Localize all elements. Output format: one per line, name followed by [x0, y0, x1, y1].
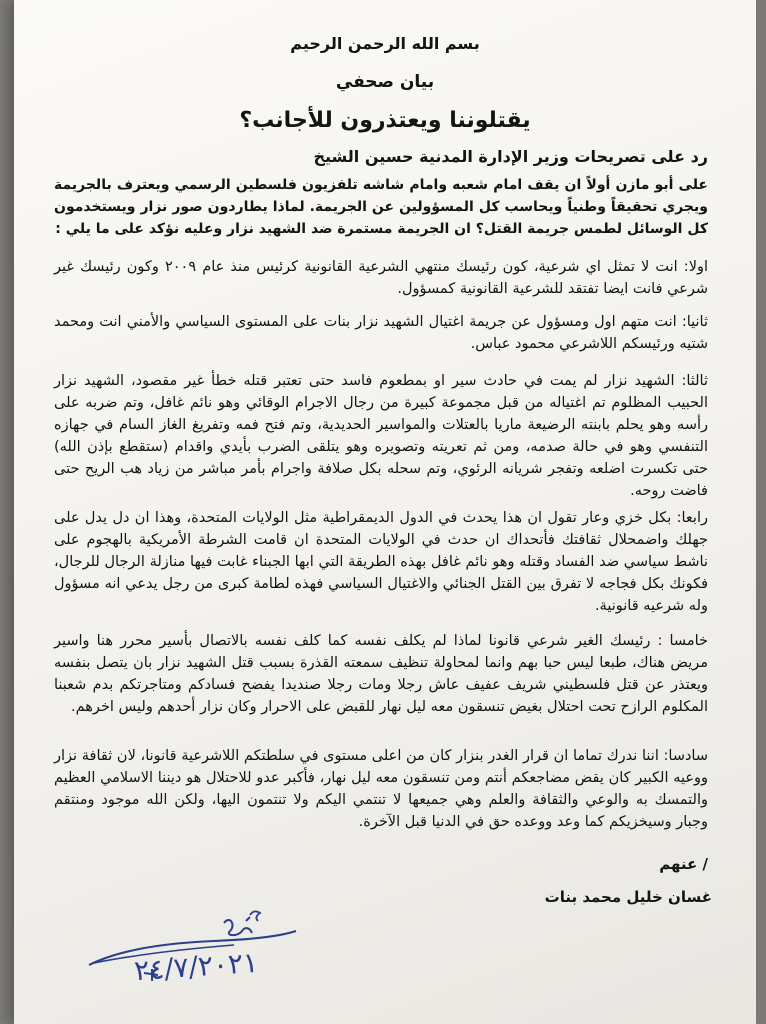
paragraph-first: اولا: انت لا تمثل اي شرعية، كون رئيسك منتهي الشرعية القانونية كرئيس منذ عام ٢٠٠٩ وكون رئيسك غير شرعي فانت ايضا تفتقد للشرعية القانونية كمسؤول.: [54, 259, 708, 297]
paragraph-second: ثانيا: انت متهم اول ومسؤول عن جريمة اغتيال الشهيد نزار بنات على المستوى السياسي والأمني انت ومحمد شتيه ورئيسكم اللاشرعي محمود عباس.: [54, 314, 708, 352]
reply-line: رد على تصريحات وزير الإدارة المدنية حسين الشيخ: [313, 147, 708, 166]
document-type: بيان صحفي: [335, 72, 435, 92]
signature-date: ٢٤/٧/٢٠٢١: [133, 945, 260, 988]
basmala: بسم الله الرحمن الرحيم: [290, 34, 480, 53]
intro-paragraph: على أبو مازن أولاً ان يقف امام شعبه وامام شاشه تلفزيون فلسطين الرسمي ويعترف بالجريمة ويجري تحقيقاً وطنياً ويحاسب كل المسؤولين عن الجريمة. لماذا يطاردون صور نزار ويستخدمون كل الوسائل لطمس جريمة القتل؟ ان الجريمة مستمرة ضد الشهيد نزار وعليه نؤكد على ما يلي :: [54, 177, 708, 237]
paragraph-fifth: خامسا : رئيسك الغير شرعي قانونا لماذا لم يكلف نفسه كما كلف نفسه بالاتصال بأسير محرر هنا واسير مريض هناك، طبعا ليس حبا بهم وانما لمحاولة تنظيف سمعته القذرة بسبب قتل الشهيد نزار بان يتصل بنفسه ويعتذر عن قتل فلسطيني شريف عفيف عاش رجلا ومات رجلا صنديدا يفضح فسادكم ومتاجرتكم بدم شعبنا المكلوم الرازح تحت احتلال بغيض تنسقون معه ليل نهار للقبض على الاحرار وكان نزار أحدهم وليس اخرهم.: [54, 633, 708, 715]
document-page: [14, 0, 756, 1024]
paragraph-third: ثالثا: الشهيد نزار لم يمت في حادث سير او بمطعوم فاسد حتى تعتبر قتله خطأ غير مقصود، الشهيد نزار الحبيب المظلوم تم اغتياله من قبل مجموعة كبيرة من رجال الاجرام الوقائي وهو نائم غافل، وتم ضربه على رأسه وهو يحلم بابنته الرضيعة ماريا بالعتلات والمواسير الحديدية، وتم فتح فمه وتفريغ الغاز السام في جهازه التنفسي وهو في حالة صدمه، ومن ثم تعريته وتصويره وهو يتلقى الضرب بأيدي واقدام (ستقطع بإذن الله) حتى تكسرت اضلعه وتفجر شريانه الرئوي، وتم سحله بكل صلافة واجرام بأمر مباشر من زياد هب الريح حتى فاضت روحه.: [54, 373, 708, 499]
signatory-name: غسان خليل محمد بنات: [544, 888, 712, 906]
headline: يقتلوننا ويعتذرون للأجانب؟: [239, 108, 531, 133]
on-behalf-label: / عنهم: [659, 855, 708, 873]
paragraph-sixth: سادسا: اننا ندرك تماما ان قرار الغدر بنزار كان من اعلى مستوى في سلطتكم اللاشرعية قانونا، لان ثقافة نزار ووعيه الكبير كان يقض مضاجعكم أنتم ومن تنسقون معه ليل نهار، فأكبر عدو للاحتلال هو ديننا الاسلامي العظيم والتمسك به والوعي والثقافة والعلم وهي جميعها لا تنتمي اليكم ولا تنتمون اليها، ولكن الله موجود ومنتقم وجبار وسيخزيكم كما وعد ووعده حق في الدنيا قبل الآخرة.: [54, 748, 708, 830]
paragraph-fourth: رابعا: بكل خزي وعار تقول ان هذا يحدث في الدول الديمقراطية مثل الولايات المتحدة، وهذا ان دل يدل على جهلك واضمحلال ثقافتك فأتحداك ان حدث في الولايات المتحدة ان قامت الشرطة الأمريكية بالهجوم على ناشط سياسي ضد الفساد وقتله وهو نائم غافل بهذه الطريقة التي ابها الجبناء غابت فيها منازلة الرجال للرجال، فكونك بكل فجاجه لا تفرق بين القتل الجنائي والاغتيال السياسي فهذه لطامة كبرى من رجل يدعي انه مسؤول وله شرعيه قانونية.: [54, 510, 708, 614]
